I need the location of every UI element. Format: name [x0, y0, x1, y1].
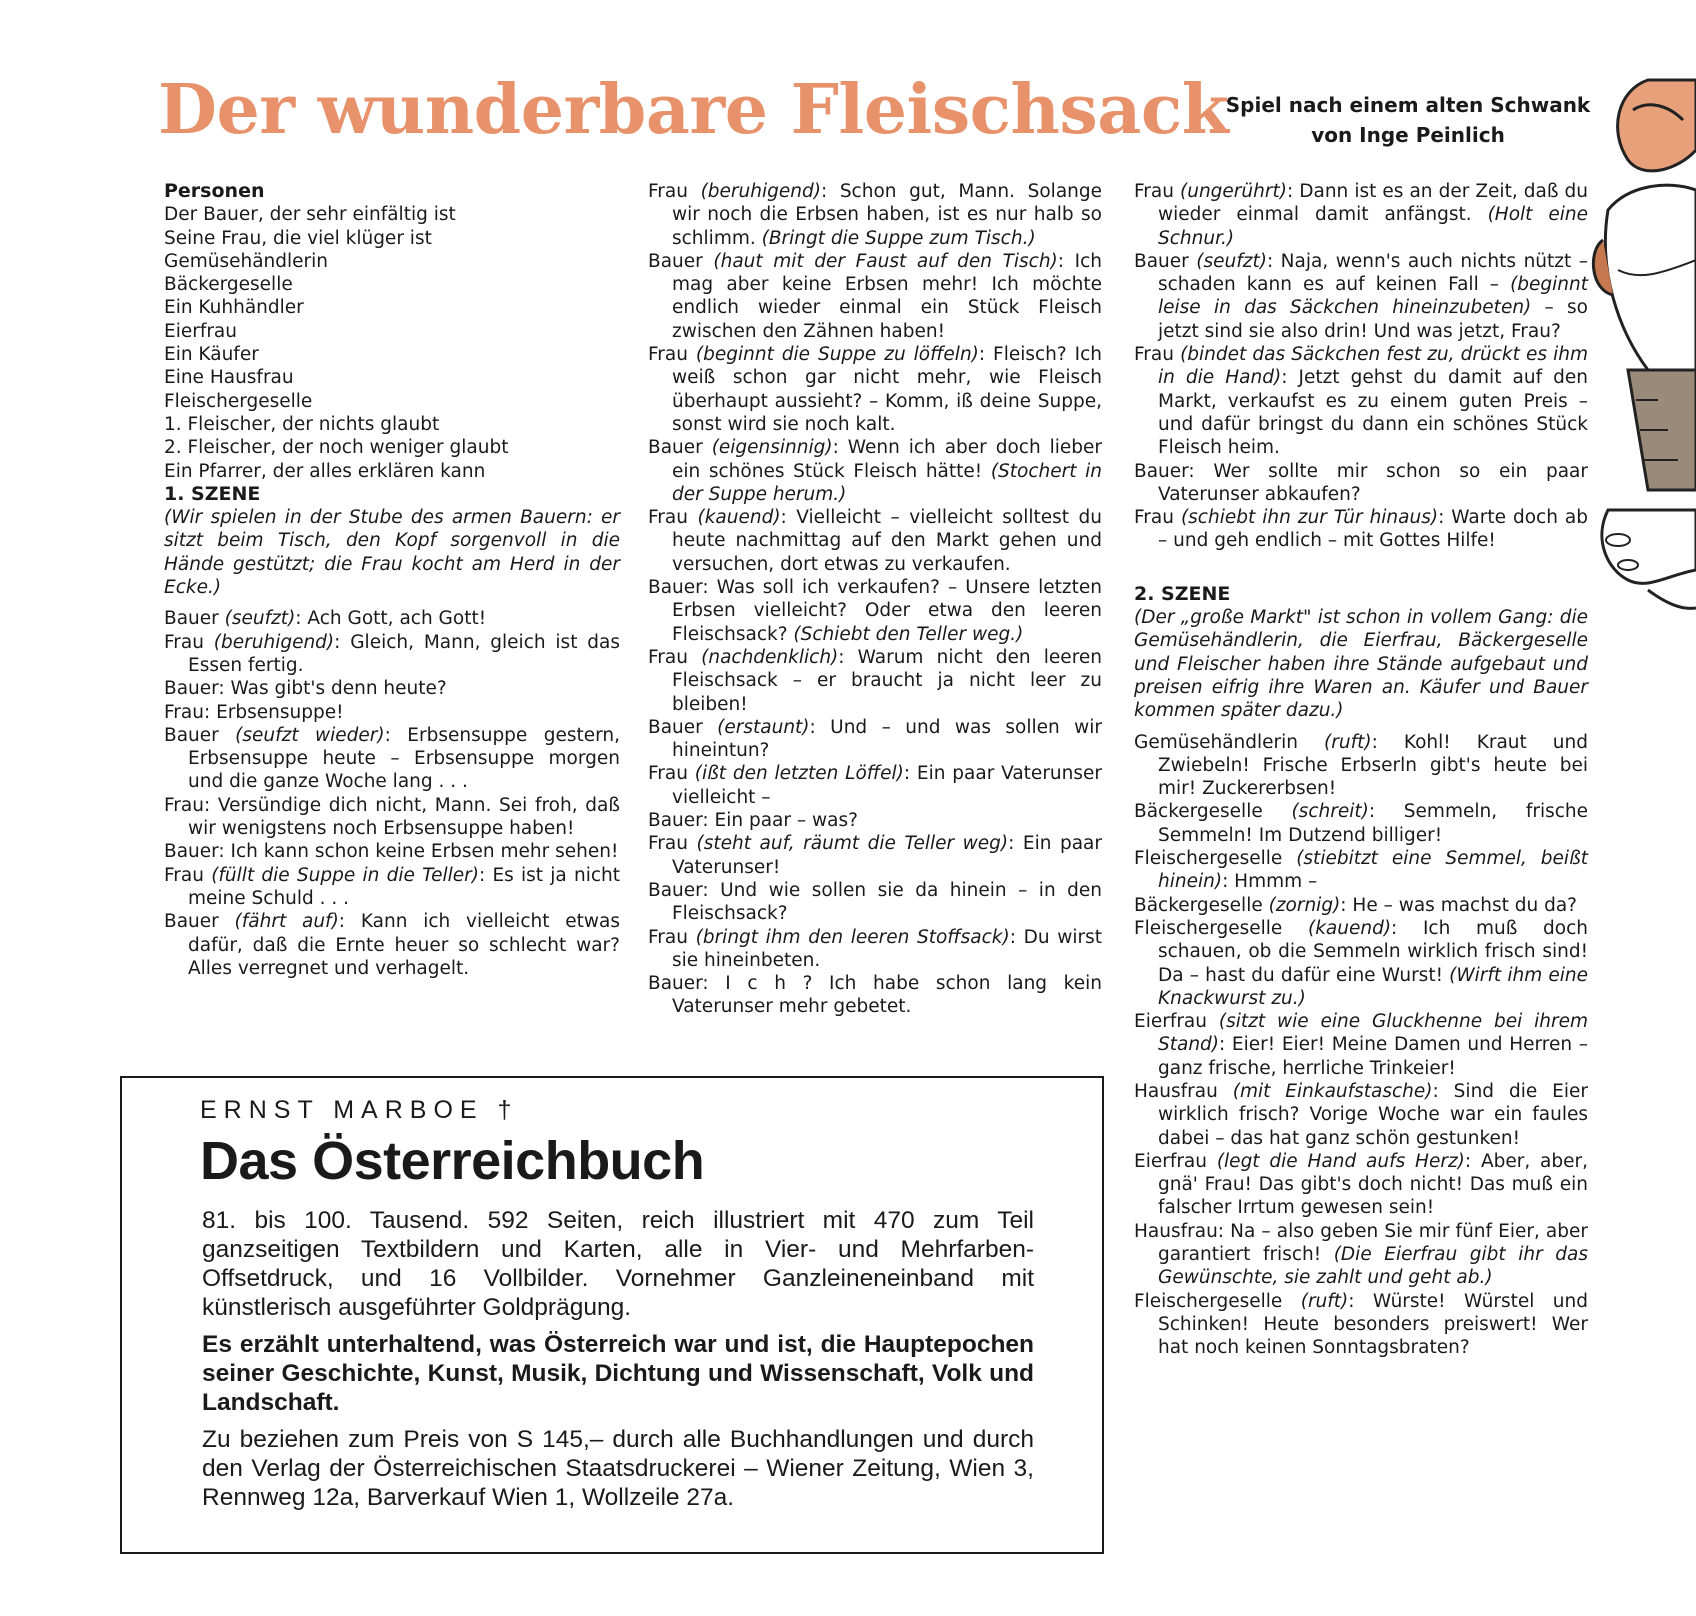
stage-direction: (nachdenklich)	[701, 646, 839, 668]
dialogue-line	[1134, 506, 1588, 553]
stage-direction: (schiebt ihn zur Tür hinaus)	[1180, 507, 1439, 529]
dialogue-line	[648, 716, 1102, 763]
speaker: Bauer	[164, 911, 235, 933]
dialogue-line	[1134, 1220, 1588, 1290]
speech: : Sind die Eier wirklich frisch? Vorige Woche war ein faules dabei – das hat ganz schön gestunken!	[1158, 1080, 1588, 1149]
stage-direction: (eigensinnig)	[711, 437, 833, 459]
speech: : Hmmm –	[1222, 871, 1318, 893]
dialogue-line	[1134, 800, 1588, 847]
speaker: Bäckergeselle	[1134, 801, 1292, 823]
stage-direction: (legt die Hand aufs Herz)	[1216, 1150, 1465, 1172]
dialogue-line	[648, 926, 1102, 973]
ad-summary: Es erzählt unterhaltend, was Österreich war und ist, die Hauptepochen seiner Geschichte, Kunst, Musik, Dichtung und Wissenschaft, Volk und Landschaft.	[202, 1331, 1034, 1416]
dialogue-line	[164, 794, 620, 841]
speaker: Hausfrau: Na – also geben Sie mir fünf Eier, aber garantiert frisch!	[1134, 1220, 1588, 1266]
speaker: Bauer	[648, 250, 714, 272]
ad-ordering-info: Zu beziehen zum Preis von S 145,– durch alle Buchhandlungen und durch den Verlag der Österreichischen Staatsdruckerei – Wiener Zeitung, Wien 3, Rennweg 12a, Barverkauf Wien 1, Wollzeile 27a.	[202, 1426, 1034, 1511]
speech: : Jetzt gehst du damit auf den Markt, verkaufst es zu einem guten Preis – und dafür bringst du dann ein schönes Stück Fleisch heim.	[1158, 367, 1589, 459]
speech: : Wenn ich aber doch lieber ein schönes Stück Fleisch hätte!	[672, 437, 1103, 482]
speaker: Bauer	[164, 608, 225, 630]
speech: : Kann ich vielleicht etwas dafür, daß die Ernte heuer so schlecht war? Alles verregnet und verhagelt.	[188, 911, 621, 979]
dialogue-line	[648, 879, 1102, 926]
dialogue-line	[164, 677, 620, 700]
dialogue-line	[1134, 1010, 1588, 1080]
person-item: Der Bauer, der sehr einfältig ist	[164, 204, 456, 226]
ad-author: ERNST MARBOE †	[200, 1096, 519, 1124]
bauer-illustration	[1588, 70, 1696, 630]
dialogue-line	[648, 180, 1102, 250]
stage-direction: (ißt den letzten Löffel)	[694, 763, 904, 785]
scene-1-dialogue-part-2	[648, 180, 1102, 1019]
personen-heading: Personen	[164, 180, 265, 202]
speaker: Bauer: Ich kann schon keine Erbsen mehr sehen!	[164, 841, 619, 863]
speech: : Gleich, Mann, gleich ist das Essen fertig.	[188, 631, 620, 676]
stage-direction: (beruhigend)	[213, 631, 335, 653]
stage-direction: (stiebitzt eine Semmel, beißt hinein)	[1158, 848, 1588, 893]
speaker: Frau: Erbsensuppe!	[164, 701, 344, 723]
speaker: Bauer: Ein paar – was?	[648, 810, 858, 832]
person-item: Fleischergeselle	[164, 390, 313, 412]
dialogue-line	[648, 506, 1102, 576]
personen-list	[164, 203, 620, 483]
person-item: Ein Kuhhändler	[164, 297, 304, 319]
dialogue-line	[1134, 250, 1588, 343]
dialogue-line	[648, 576, 1102, 646]
dialogue-line	[1134, 343, 1588, 459]
stage-direction: (seufzt wieder)	[235, 724, 385, 746]
stage-direction: (beginnt leise in das Säckchen hineinzubeten)	[1158, 274, 1588, 319]
speaker: Bauer	[1134, 250, 1197, 272]
speech: : Würste! Würstel und Schinken! Heute besonders preiswert! Wer hat noch keinen Sonntagsbraten?	[1158, 1290, 1588, 1359]
dialogue-line	[164, 607, 620, 630]
dialogue-line	[1134, 180, 1588, 250]
speech: : Semmeln, frische Semmeln! Im Dutzend billiger!	[1158, 801, 1589, 846]
stage-direction: (schreit)	[1291, 801, 1369, 823]
speaker: Frau	[1134, 344, 1181, 366]
dialogue-line	[648, 343, 1102, 436]
speaker: Bauer: Was gibt's denn heute?	[164, 678, 447, 700]
speech: : Aber, aber, gnä' Frau! Das gibt's doch nicht! Das muß ein falscher Irrtum gewesen sein!	[1158, 1150, 1588, 1219]
ad-body	[202, 1206, 1034, 1520]
speech: : Kohl! Kraut und Zwiebeln! Frische Erbserln gibt's heute bei mir! Zuckererbsen!	[1158, 731, 1588, 800]
speaker: Gemüsehändlerin	[1134, 731, 1325, 753]
scene-1-heading: 1. SZENE	[164, 482, 261, 505]
stage-direction: (ruft)	[1324, 731, 1372, 753]
speaker: Fleischergeselle	[1134, 848, 1297, 870]
dialogue-line	[648, 972, 1102, 1019]
scene-1-dialogue-part-1	[164, 607, 620, 980]
speech: : Schon gut, Mann. Solange wir noch die Erbsen haben, ist es nur halb so schlimm.	[672, 181, 1102, 249]
person-item: Gemüsehändlerin	[164, 250, 329, 272]
speech: : Warum nicht den leeren Fleischsack – er braucht ja nicht leer zu bleiben!	[672, 646, 1102, 715]
stage-direction: (Wirft ihm eine Knackwurst zu.)	[1158, 964, 1588, 1009]
book-advertisement	[120, 1076, 1104, 1554]
speaker: Frau	[648, 833, 697, 855]
stage-direction: (zornig)	[1268, 894, 1341, 916]
dialogue-line	[164, 864, 620, 911]
stage-direction: (kauend)	[697, 507, 781, 529]
stage-direction: (bindet das Säckchen fest zu, drückt es ihm in die Hand)	[1158, 344, 1588, 389]
speech: : Warte doch ab – und geh endlich – mit Gottes Hilfe!	[1158, 507, 1588, 552]
speaker: Fleischergeselle	[1134, 917, 1308, 939]
speech: : Ach Gott, ach Gott!	[295, 608, 487, 630]
speech: : Ein paar Vaterunser vielleicht –	[672, 763, 1103, 808]
stage-direction: (ungerührt)	[1180, 181, 1287, 202]
person-item: Eierfrau	[164, 320, 237, 342]
speaker: Frau: Versündige dich nicht, Mann. Sei froh, daß wir wenigstens noch Erbsensuppe haben!	[164, 794, 620, 840]
stage-direction: (Stochert in der Suppe herum.)	[672, 460, 1102, 505]
stage-direction: (beruhigend)	[700, 181, 821, 202]
speaker: Frau	[648, 646, 702, 668]
stage-direction: (kauend)	[1307, 917, 1392, 939]
dialogue-line	[648, 809, 1102, 832]
stage-direction: (sitzt wie eine Gluckhenne bei ihrem Stand)	[1158, 1011, 1588, 1056]
scene-1-dialogue-part-3	[1134, 180, 1588, 553]
speaker: Bauer: Und wie sollen sie da hinein – in den Fleischsack?	[648, 879, 1102, 925]
ad-book-title: Das Österreichbuch	[200, 1131, 705, 1191]
scene-1-stage-direction: (Wir spielen in der Stube des armen Bauern: er sitzt beim Tisch, den Kopf sorgenvoll in die Hände gestützt; die Frau kocht am Herd in der Ecke.)	[164, 507, 620, 599]
dialogue-line	[648, 436, 1102, 506]
ad-description: 81. bis 100. Tausend. 592 Seiten, reich illustriert mit 470 zum Teil ganzseitigen Textbildern und Karten, alle in Vier- und Mehrfarben-Offsetdruck, und 16 Vollbilder. Vornehmer Ganzleineneinband mit künstlerisch ausgeführter Goldprägung.	[202, 1207, 1034, 1321]
dialogue-line	[164, 840, 620, 863]
speaker: Frau	[648, 507, 698, 529]
dialogue-line	[648, 832, 1102, 879]
dialogue-line	[1134, 847, 1588, 894]
speaker: Frau	[1134, 507, 1181, 529]
speaker: Bauer	[164, 724, 236, 746]
subtitle	[1218, 90, 1598, 150]
stage-direction: (fährt auf)	[234, 911, 339, 933]
dialogue-line	[648, 762, 1102, 809]
speaker: Bauer	[648, 716, 718, 738]
speaker: Eierfrau	[1134, 1150, 1217, 1172]
speaker: Fleischergeselle	[1134, 1290, 1301, 1312]
speech: : Vielleicht – vielleicht solltest du heute nachmittag auf den Markt gehen und versuchen, dort etwas zu verkaufen.	[672, 507, 1102, 575]
stage-direction: (steht auf, räumt die Teller weg)	[696, 833, 1009, 855]
speech: : Ich muß doch schauen, ob die Semmeln wirklich frisch sind! Da – hast du dafür eine Wurst!	[1158, 917, 1588, 986]
speaker: Frau	[648, 344, 696, 366]
dialogue-line	[164, 910, 620, 980]
stage-direction: (haut mit der Faust auf den Tisch)	[713, 250, 1058, 272]
stage-direction: (beginnt die Suppe zu löffeln)	[695, 344, 979, 366]
person-item: Bäckergeselle	[164, 274, 293, 296]
speech: : Ich mag aber keine Erbsen mehr! Ich möchte endlich wieder einmal ein Stück Fleisch zwischen den Zähnen haben!	[672, 250, 1102, 342]
page-title: Der wunderbare Fleischsack	[158, 70, 1229, 150]
stage-direction: (füllt die Suppe in die Teller)	[211, 864, 479, 886]
speaker: Bauer	[648, 437, 712, 459]
speaker: Eierfrau	[1134, 1011, 1219, 1033]
column-1	[164, 180, 620, 980]
column-2	[648, 180, 1102, 1019]
speech: : Ein paar Vaterunser!	[672, 833, 1103, 878]
dialogue-line	[164, 701, 620, 724]
speech: : He – was machst du da?	[1340, 894, 1577, 916]
speech: : Es ist ja nicht meine Schuld . . .	[188, 864, 621, 909]
dialogue-line	[1134, 1150, 1588, 1220]
speech: – so jetzt sind sie also drin! Und was jetzt, Frau?	[1158, 297, 1588, 342]
stage-direction: (seufzt)	[1196, 250, 1267, 272]
dialogue-line	[1134, 1080, 1588, 1150]
person-item: Ein Pfarrer, der alles erklären kann	[164, 460, 486, 482]
person-item: Ein Käufer	[164, 344, 259, 366]
scene-2-stage-direction: (Der „große Markt" ist schon in vollem Gang: die Gemüsehändlerin, die Eierfrau, Bäckergeselle und Fleischer haben ihre Stände aufgebaut und preisen eifrig ihre Waren an. Käufer und Bauer kommen später dazu.)	[1134, 607, 1588, 722]
stage-direction: (Die Eierfrau gibt ihr das Gewünschte, sie zahlt und geht ab.)	[1158, 1244, 1588, 1289]
dialogue-line	[164, 724, 620, 794]
speaker: Hausfrau	[1134, 1080, 1233, 1102]
speaker: Frau	[164, 631, 214, 653]
speaker: Frau	[648, 763, 695, 785]
speaker: Frau	[164, 864, 212, 886]
speech: : Du wirst sie hineinbeten.	[672, 926, 1102, 971]
dialogue-line	[1134, 917, 1588, 1010]
person-item: 2. Fleischer, der noch weniger glaubt	[164, 437, 509, 459]
stage-direction: (erstaunt)	[717, 716, 810, 738]
speaker: Bäckergeselle	[1134, 894, 1269, 916]
dialogue-line	[1134, 1290, 1588, 1360]
speaker: Frau	[1134, 181, 1181, 202]
subtitle-author: von Inge Peinlich	[1311, 123, 1505, 147]
stage-direction: (Schiebt den Teller weg.)	[787, 623, 1024, 645]
speech: : Erbsensuppe gestern, Erbsensuppe heute – Erbsensuppe morgen und die ganze Woche lang . . .	[188, 724, 621, 793]
stage-direction: (seufzt)	[224, 608, 296, 630]
dialogue-line	[648, 250, 1102, 343]
person-item: Eine Hausfrau	[164, 367, 294, 389]
speaker: Bauer: Wer sollte mir schon so ein paar Vaterunser abkaufen?	[1134, 460, 1588, 505]
speech: : Und – und was sollen wir hineintun?	[672, 716, 1102, 762]
dialogue-line	[1134, 894, 1588, 917]
person-item: Seine Frau, die viel klüger ist	[164, 227, 432, 249]
speech: : Dann ist es an der Zeit, daß du wieder einmal damit anfängst.	[1158, 181, 1588, 226]
speaker: Bauer: I c h ? Ich habe schon lang kein Vaterunser mehr gebetet.	[648, 973, 1102, 1018]
scene-2-dialogue	[1134, 731, 1588, 1360]
speech: : Eier! Eier! Meine Damen und Herren – ganz frische, herrliche Trinkeier!	[1158, 1034, 1588, 1079]
column-3	[1134, 180, 1588, 1360]
dialogue-line	[648, 646, 1102, 716]
speaker: Bauer: Was soll ich verkaufen? – Unsere letzten Erbsen vielleicht? Oder etwa den leeren Fleischsack?	[648, 577, 1102, 645]
stage-direction: (Holt eine Schnur.)	[1158, 204, 1588, 249]
person-item: 1. Fleischer, der nichts glaubt	[164, 413, 440, 435]
speaker: Frau	[648, 181, 701, 202]
dialogue-line	[164, 631, 620, 678]
scene-2-heading: 2. SZENE	[1134, 582, 1231, 605]
stage-direction: (mit Einkaufstasche)	[1232, 1080, 1433, 1102]
stage-direction: (bringt ihm den leeren Stoffsack)	[695, 926, 1010, 948]
subtitle-line: Spiel nach einem alten Schwank	[1225, 93, 1591, 117]
stage-direction: (Bringt die Suppe zum Tisch.)	[755, 227, 1036, 249]
dialogue-line	[1134, 731, 1588, 801]
stage-direction: (ruft)	[1300, 1290, 1349, 1312]
speech: : Fleisch? Ich weiß schon gar nicht mehr, wie Fleisch überhaupt aussieht? – Komm, iß deine Suppe, sonst wird sie noch kalt.	[672, 344, 1103, 435]
speaker: Frau	[648, 926, 696, 948]
speech: : Naja, wenn's auch nichts nützt – schaden kann es auf keinen Fall –	[1158, 250, 1588, 296]
dialogue-line	[1134, 460, 1588, 507]
